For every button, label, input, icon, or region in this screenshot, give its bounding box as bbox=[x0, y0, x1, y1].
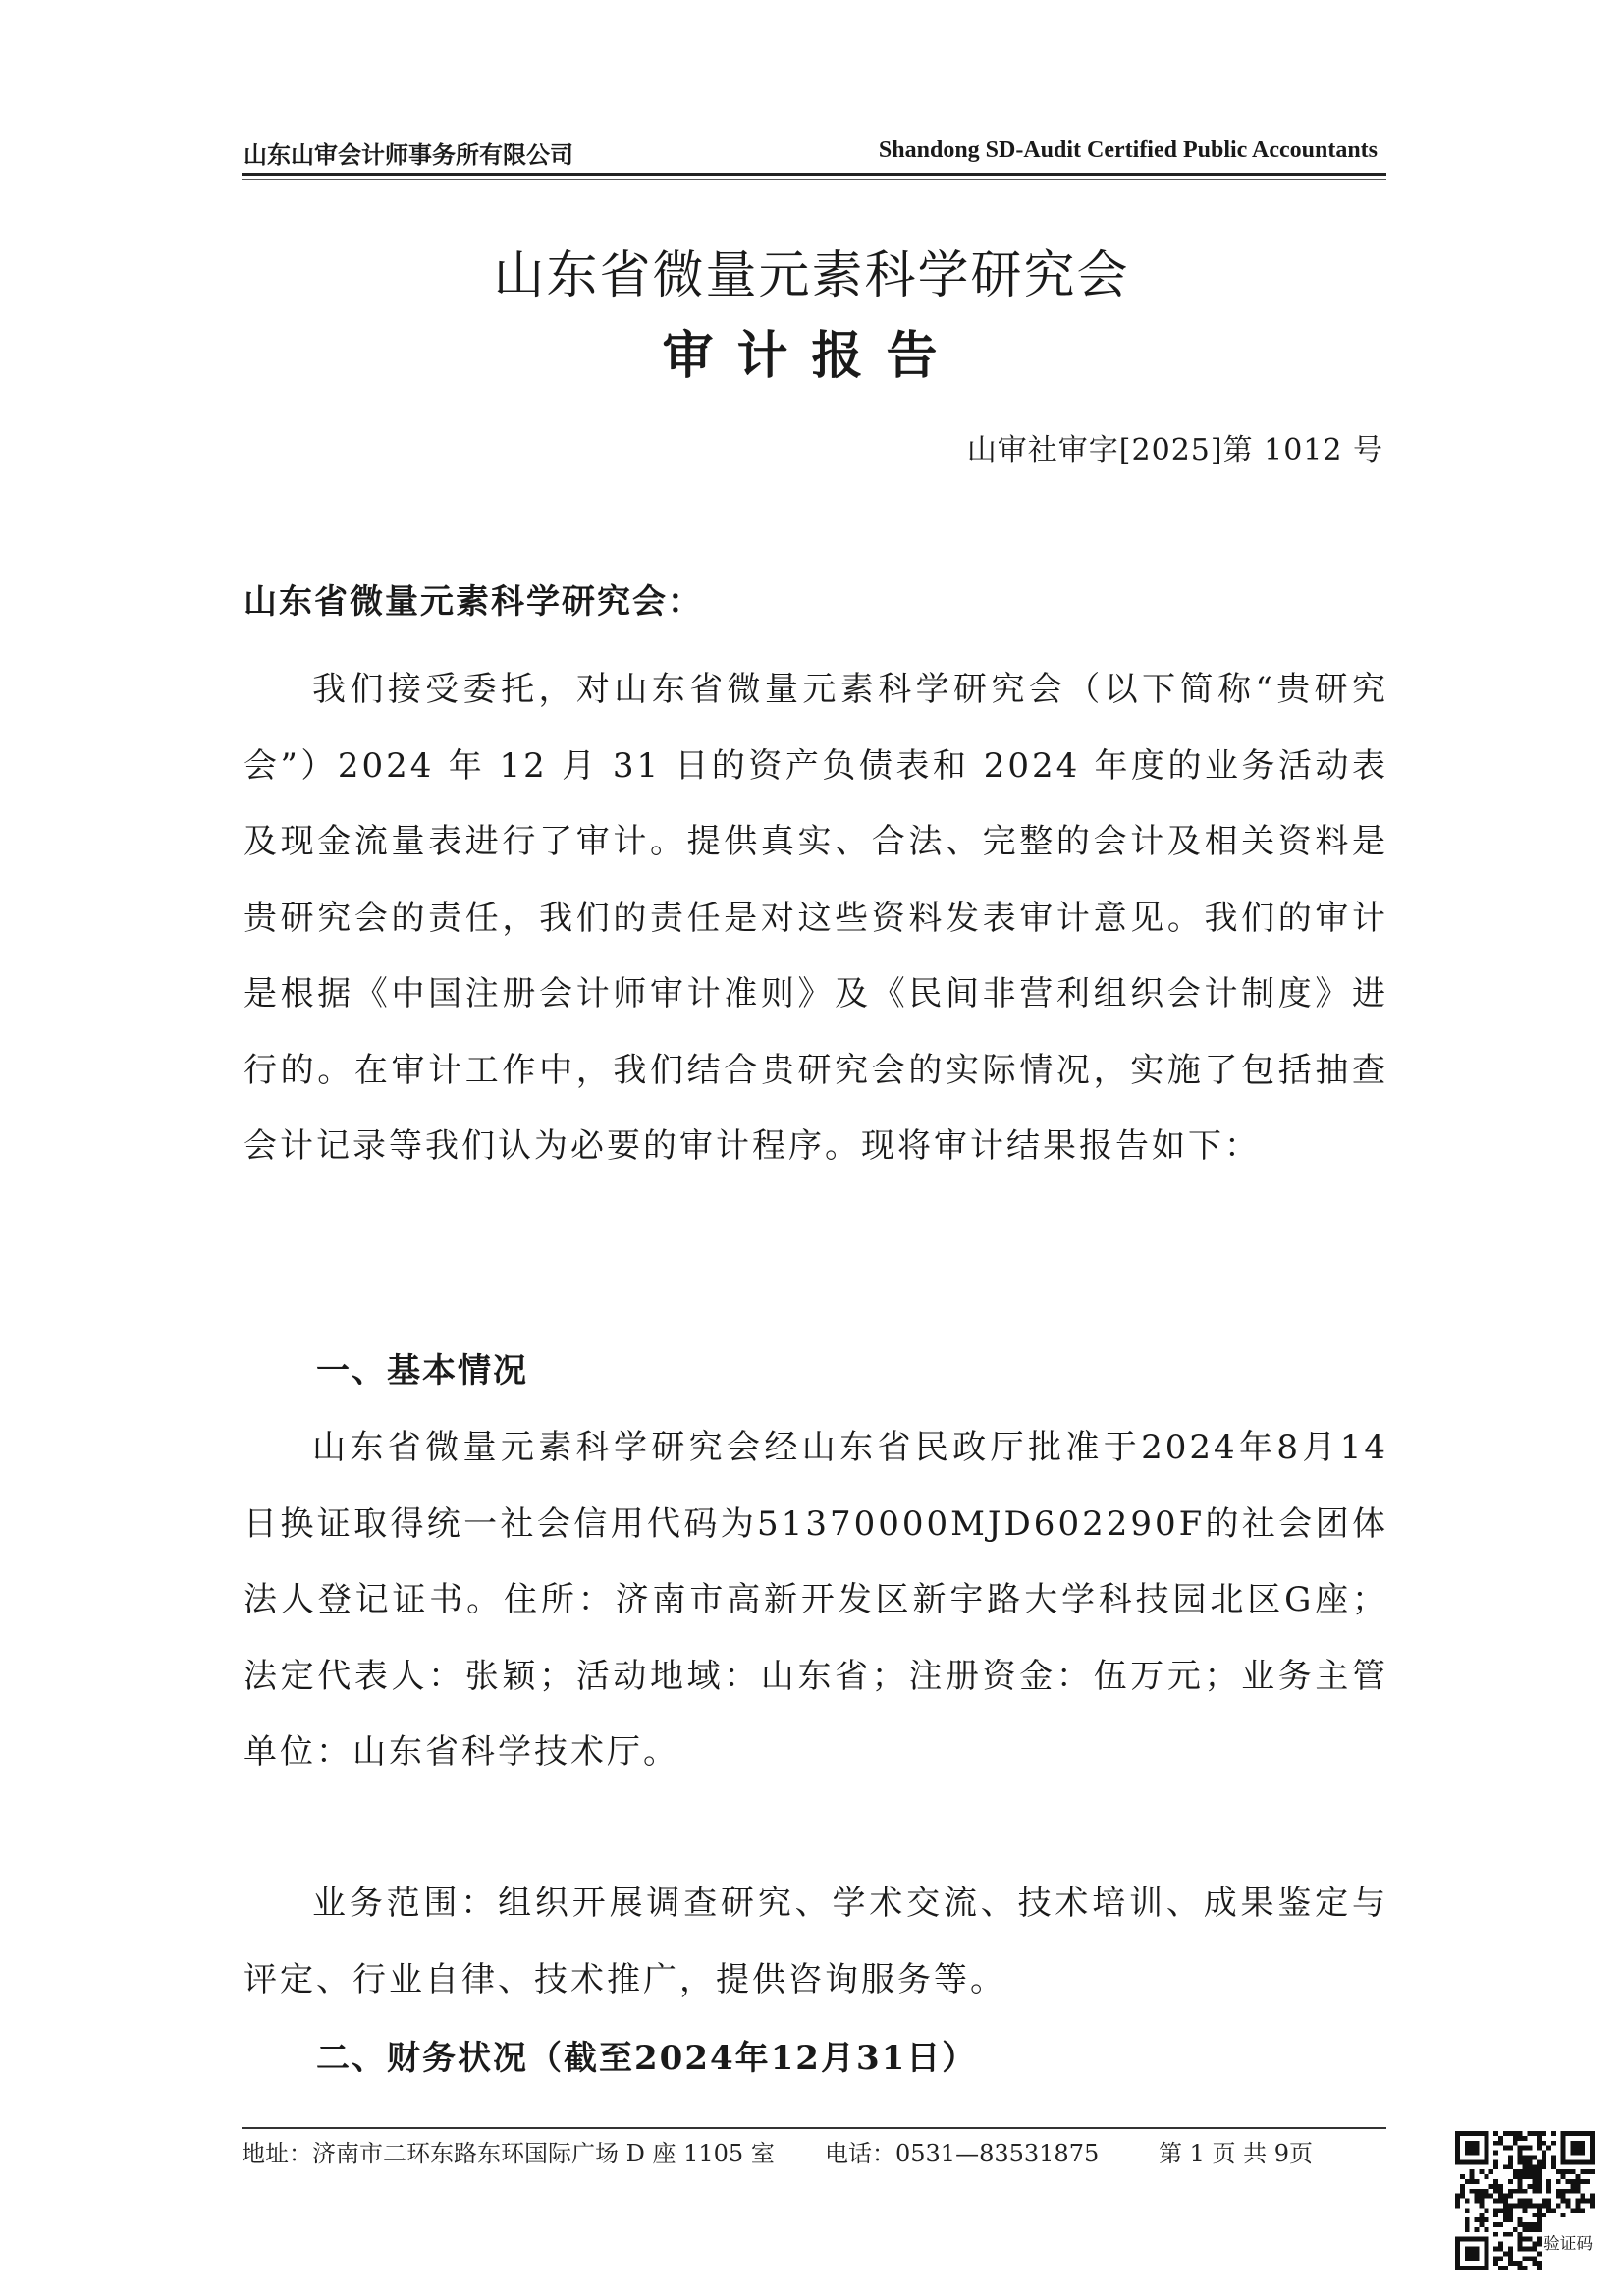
report-title: 审计报告 bbox=[662, 326, 961, 386]
basic-info-paragraph: 山东省微量元素科学研究会经山东省民政厅批准于2024年8月14日换证取得统一社会信用代码为51370000MJD602290F的社会团体法人登记证书。住所：济南市高新开发区新宇路大学科技园北区G座；法定代表人：张颖；活动地域：山东省；注册资金：伍万元；业务主管单位：山东省科学技术厅。 bbox=[243, 1428, 1388, 1772]
document-number: 山审社审字[2025]第 1012 号 bbox=[966, 433, 1383, 467]
section-heading-financial-status: 二、财务状况（截至2024年12月31日） bbox=[316, 2039, 978, 2078]
verification-qr-code[interactable] bbox=[1455, 2131, 1595, 2270]
footer-page-number: 第 1 页 共 9页 bbox=[1159, 2140, 1314, 2167]
footer-divider bbox=[242, 2127, 1386, 2129]
report-title-org: 山东省微量元素科学研究会 bbox=[493, 246, 1130, 305]
header-firm-name-en: Shandong SD-Audit Certified Public Accountants bbox=[878, 137, 1378, 163]
header-divider-thin bbox=[242, 179, 1386, 180]
header-firm-name-cn: 山东山审会计师事务所有限公司 bbox=[243, 141, 573, 169]
header-divider bbox=[242, 173, 1386, 176]
footer-phone: 电话：0531—83531875 bbox=[825, 2140, 1100, 2167]
qr-caption: 验证码 bbox=[1543, 2233, 1594, 2253]
section-heading-basic-info: 一、基本情况 bbox=[316, 1351, 528, 1391]
intro-paragraph: 我们接受委托，对山东省微量元素科学研究会（以下简称“贵研究会”）2024 年 12 月 31 日的资产负债表和 2024 年度的业务活动表及现金流量表进行了审计。提供真实、合法、完整的会计及相关资料是贵研究会的责任，我们的责任是对这些资料发表审计意见。我们的审计是根据《中国注册会计师审计准则》及《民间非营利组织会计制度》进行的。在审计工作中，我们结合贵研究会的实际情况，实施了包括抽查会计记录等我们认为必要的审计程序。现将审计结果报告如下： bbox=[243, 670, 1388, 1166]
salutation: 山东省微量元素科学研究会： bbox=[243, 582, 703, 622]
footer-address: 地址：济南市二环东路东环国际广场 D 座 1105 室 bbox=[242, 2140, 775, 2167]
business-scope-paragraph: 业务范围：组织开展调查研究、学术交流、技术培训、成果鉴定与评定、行业自律、技术推广，提供咨询服务等。 bbox=[243, 1884, 1388, 1999]
